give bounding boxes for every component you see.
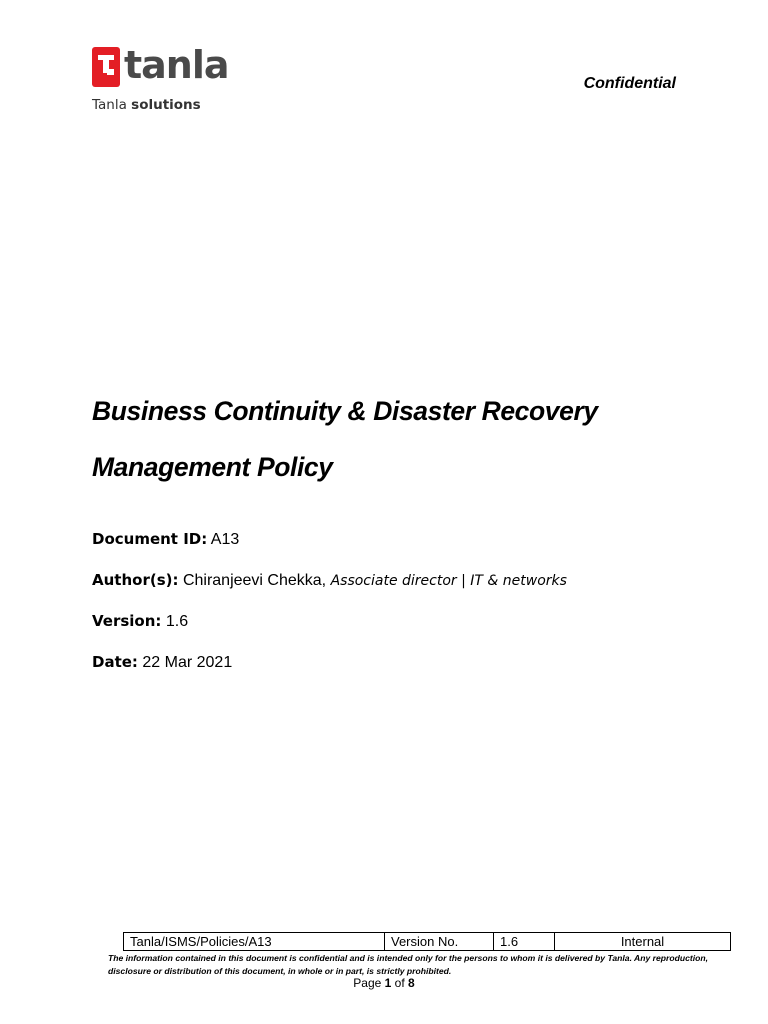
footer-disclaimer: The information contained in this document is confidential and is intended only for the persons to whom it is delivered by Tanla. Any reproduction, disclosure or distribution of this document, in whole or in part, is strictly prohibited. xyxy=(108,953,709,976)
document-title-line2: Management Policy xyxy=(92,452,333,482)
date-value: 22 Mar 2021 xyxy=(142,654,233,671)
footer-row xyxy=(124,933,731,951)
document-id-value: A13 xyxy=(210,531,240,548)
version-label: Version: xyxy=(92,612,162,630)
logo-tagline: Tanla solutions xyxy=(92,97,201,113)
footer-classification: Internal xyxy=(555,933,731,951)
logo-wordmark: tanla xyxy=(124,43,229,87)
author-row xyxy=(92,571,567,590)
date-label: Date: xyxy=(92,653,138,671)
author-name: Chiranjeevi Chekka, xyxy=(182,572,327,589)
footer-doc-ref: Tanla/ISMS/Policies/A13 xyxy=(124,933,385,951)
footer-table xyxy=(123,932,731,951)
footer-version-label: Version No. xyxy=(385,933,494,951)
author-role: Associate director | IT & networks xyxy=(330,573,567,589)
confidential-label: Confidential xyxy=(583,75,676,92)
document-id-row xyxy=(92,530,239,549)
footer-version-value: 1.6 xyxy=(494,933,555,951)
version-value: 1.6 xyxy=(165,613,189,630)
company-logo xyxy=(92,43,229,117)
date-row xyxy=(92,653,232,672)
version-row xyxy=(92,612,188,631)
document-title-line1: Business Continuity & Disaster Recovery xyxy=(92,396,598,426)
page-number: Page 1 of 8 xyxy=(353,976,415,990)
tanla-logo-icon xyxy=(92,47,120,87)
author-label: Author(s): xyxy=(92,571,179,589)
document-id-label: Document ID: xyxy=(92,530,208,548)
